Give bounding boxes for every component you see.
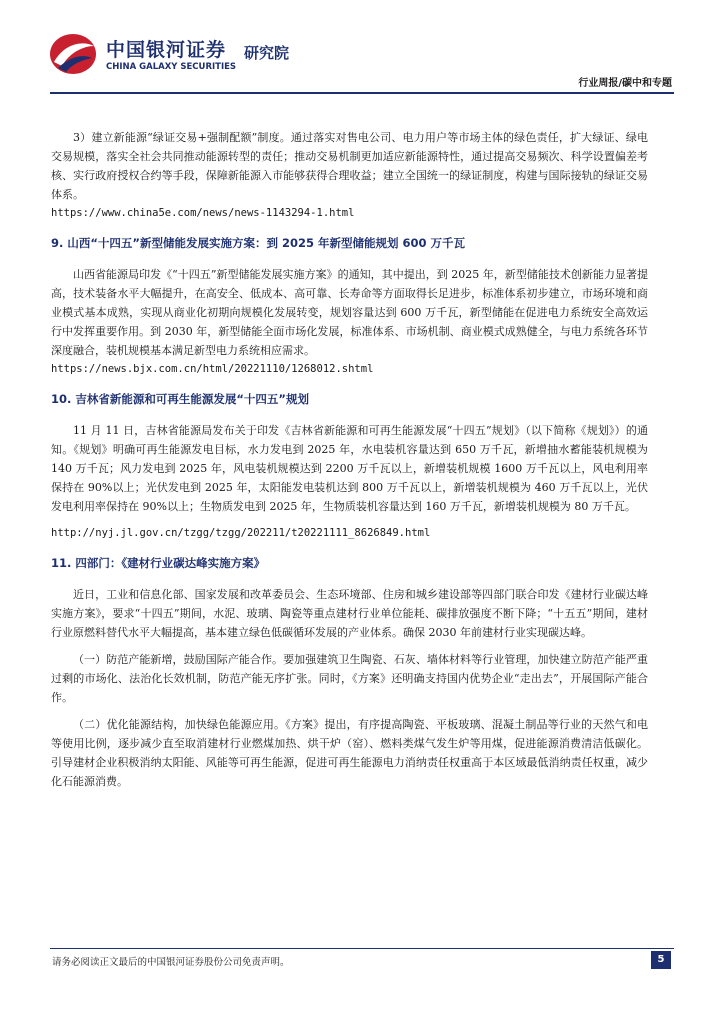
- section-10-heading: 10. 吉林省新能源和可再生能源发展“十四五”规划: [51, 392, 309, 406]
- section-8-paragraph: 3）建立新能源“绿证交易+强制配额”制度。通过落实对售电公司、电力用户等市场主体的绿色责任，扩大绿证、绿电交易规模，落实全社会共同推动能源转型的责任；推动交易机制更加适应新能源特性，通过提高交易频次、科学设置偏差考核、实行政府授权合约等手段，保障新能源入市能够获得合理收益；建立全国统一的绿证制度，构建与国际接轨的绿证交易体系。: [51, 131, 648, 201]
- section-11-paragraph-1: （一）防范产能新增，鼓励国际产能合作。要加强建筑卫生陶瓷、石灰、墙体材料等行业管理，加快建立防范产能严重过剩的市场化、法治化长效机制，防范产能无序扩张。同时，《方案》还明确支持国内优势企业“走出去”，开展国际产能合作。: [51, 653, 648, 704]
- section-10-source-link[interactable]: http://nyj.jl.gov.cn/tzgg/tzgg/202211/t20221111_8626849.html: [51, 527, 431, 539]
- page-number: 5: [651, 951, 671, 969]
- section-11-paragraph-2: （二）优化能源结构，加快绿色能源应用。《方案》提出，有序提高陶瓷、平板玻璃、混凝土制品等行业的天然气和电等使用比例，逐步减少直至取消建材行业燃煤加热、烘干炉（窑）、燃料类煤气发生炉等用煤，促进能源消费清洁低碳化。引导建材企业积极消纳太阳能、风能等可再生能源，促进可再生能源电力消纳责任权重高于本区域最低消纳责任权重，减少化石能源消费。: [51, 718, 648, 788]
- footer-divider: [50, 948, 674, 949]
- page-body: [51, 128, 648, 791]
- brand-name-cn: 中国银河证券: [106, 39, 227, 61]
- institute-label: 研究院: [244, 44, 290, 62]
- spacer: [51, 642, 648, 650]
- report-type-label: 行业周报/碳中和专题: [578, 78, 672, 89]
- header-divider: [50, 92, 674, 94]
- section-8-source-link[interactable]: https://www.china5e.com/news/news-1143294-1.html: [51, 207, 355, 219]
- brand-name-en: CHINA GALAXY SECURITIES: [106, 62, 237, 72]
- page-header: [0, 0, 724, 100]
- section-9-heading: 9. 山西“十四五”新型储能发展实施方案：到 2025 年新型储能规划 600 万千瓦: [51, 236, 466, 250]
- spacer: [51, 516, 648, 524]
- section-10-paragraph: 11 月 11 日，吉林省能源局发布关于印发《吉林省新能源和可再生能源发展“十四五”规划》（以下简称《规划》）的通知。《规划》明确可再生能源发电目标，水力发电到 2025 年，水电装机容量达到 650 万千瓦，新增抽水蓄能装机规模为 140 万千瓦；风力发电到 2025 年，风电装机规模达到 2200 万千瓦以上，新增装机规模 1600 万千瓦以上，风电利用率保持在 90%以上；光伏发电到 2025 年，太阳能发电装机达到 800 万千瓦以上，新增装机规模为 460 万千瓦以上，光伏发电利用率保持在 90%以上；生物质发电到 2025 年，生物质装机容量达到 160 万千瓦，新增装机规模为 80 万千瓦。: [51, 424, 648, 513]
- section-11-heading: 11. 四部门：《建材行业碳达峰实施方案》: [51, 556, 266, 570]
- galaxy-securities-logo-icon: [48, 32, 98, 76]
- spacer: [51, 707, 648, 715]
- footer-disclaimer: 请务必阅读正文最后的中国银河证券股份公司免责声明。: [52, 957, 290, 968]
- section-9-source-link[interactable]: https://news.bjx.com.cn/html/20221110/1268012.shtml: [51, 363, 374, 375]
- section-11-paragraph-intro: 近日，工业和信息化部、国家发展和改革委员会、生态环境部、住房和城乡建设部等四部门联合印发《建材行业碳达峰实施方案》，要求“十四五”期间，水泥、玻璃、陶瓷等重点建材行业单位能耗、碳排放强度不断下降；“十五五”期间，建材行业原燃料替代水平大幅提高，基本建立绿色低碳循环发展的产业体系。确保 2030 年前建材行业实现碳达峰。: [51, 588, 648, 639]
- section-9-paragraph: 山西省能源局印发《“十四五”新型储能发展实施方案》的通知，其中提出，到 2025 年，新型储能技术创新能力显著提高，技术装备水平大幅提升，在高安全、低成本、高可靠、长寿命等方面取得长足进步，标准体系初步建立，市场环境和商业模式基本成熟，实现从商业化初期向规模化发展转变，规划容量达到 600 万千瓦，新型储能在促进电力系统安全高效运行中发挥重要作用。到 2030 年，新型储能全面市场化发展，标准体系、市场机制、商业模式成熟健全，与电力系统各环节深度融合，装机规模基本满足新型电力系统相应需求。: [51, 268, 648, 357]
